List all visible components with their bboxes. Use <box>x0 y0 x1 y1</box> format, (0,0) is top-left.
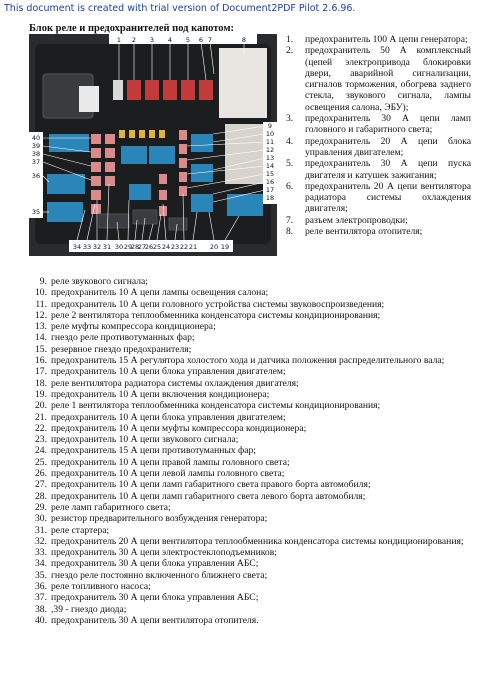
legend-item-number: 31. <box>35 524 47 536</box>
legend-item <box>29 592 471 603</box>
legend-item-number: 2. <box>286 45 294 57</box>
legend-item-number: 5. <box>286 158 294 170</box>
callout-number: 12 <box>265 146 275 154</box>
legend-item <box>29 423 471 434</box>
legend-item-number: 1. <box>286 34 294 45</box>
legend-item-number: 38. <box>35 603 47 615</box>
legend-item <box>29 434 471 445</box>
callout-number: 8 <box>241 36 247 44</box>
callout-number: 9 <box>267 122 273 130</box>
legend-item <box>29 321 471 332</box>
callout-number: 11 <box>265 138 275 146</box>
legend-item-text: предохранитель 10 А цепи звукового сигнала; <box>51 434 239 446</box>
callout-number: 7 <box>207 36 213 44</box>
legend-item-number: 16. <box>35 355 47 367</box>
legend-item-text: предохранитель 10 А цепи ламп габаритного света левого борта автомобиля; <box>51 490 366 502</box>
callout-number: 31 <box>102 243 112 251</box>
callout-number: 37 <box>31 158 41 166</box>
legend-item-number: 9. <box>39 276 47 287</box>
legend-item <box>283 215 471 226</box>
legend-item-text: реле 2 вентилятора теплообменника конденсатора системы кондиционирования; <box>51 309 381 321</box>
legend-item-text: предохранитель 30 А цепи блока управления АБС; <box>51 592 259 604</box>
legend-item-number: 29. <box>35 501 47 513</box>
legend-item-text: предохранитель 30 А цепи пуска двигателя и катушек зажигания; <box>305 158 471 181</box>
legend-item-text: реле 1 вентилятора теплообменника конденсатора системы кондиционирования; <box>51 400 381 412</box>
legend-item <box>29 615 471 626</box>
legend-item <box>29 502 471 513</box>
callout-number: 18 <box>265 194 275 202</box>
legend-item <box>29 276 471 287</box>
legend-item-number: 14. <box>35 332 47 344</box>
legend-item-number: 25. <box>35 456 47 468</box>
callout-number: 14 <box>265 162 275 170</box>
callout-number: 22 <box>179 243 189 251</box>
legend-item <box>29 558 471 569</box>
callout-number: 19 <box>220 243 230 251</box>
callout-number: 15 <box>265 170 275 178</box>
legend-item <box>29 355 471 366</box>
legend-item-text: предохранитель 30 А цепи электростеклоподъемников; <box>51 547 277 559</box>
legend-item-number: 37. <box>35 592 47 604</box>
legend-item-text: предохранитель 10 А цепи блока управления двигателем; <box>51 366 286 378</box>
legend-item <box>283 158 471 181</box>
legend-item-text: разъем электропроводки; <box>305 214 408 226</box>
legend-item-text: предохранитель 30 А цепи ламп головного и габаритного света; <box>305 113 471 136</box>
legend-item-number: 22. <box>35 422 47 434</box>
legend-item-number: 27. <box>35 479 47 491</box>
legend-item <box>29 457 471 468</box>
legend-item-number: 28. <box>35 490 47 502</box>
legend-item-text: реле муфты компрессора кондиционера; <box>51 321 216 333</box>
callout-number: 2 <box>131 36 137 44</box>
legend-item-text: гнездо реле постоянно включенного ближнего света; <box>51 569 268 581</box>
legend-item-text: предохранитель 10 А цепи муфты компрессора кондиционера; <box>51 422 307 434</box>
legend-item <box>29 604 471 615</box>
legend-item <box>29 287 471 298</box>
legend-item-text: предохранитель 30 А цепи вентилятора отопителя. <box>51 614 259 626</box>
legend-item-text: предохранитель 100 А цепи генератора; <box>305 34 468 45</box>
legend-item-text: предохранитель 30 А цепи блока управления АБС; <box>51 558 259 570</box>
legend-item-text: реле топливного насоса; <box>51 581 151 593</box>
callout-number: 34 <box>72 243 82 251</box>
fuse-box-illustration <box>29 34 277 256</box>
legend-item-text: предохранитель 20 А цепи вентилятора теплообменника конденсатора системы кондиционирования; <box>51 535 464 547</box>
legend-item-text: гнездо реле противотуманных фар; <box>51 332 195 344</box>
callout-number: 27 <box>137 243 147 251</box>
callout-number: 30 <box>114 243 124 251</box>
legend-item-number: 12. <box>35 309 47 321</box>
legend-item-number: 36. <box>35 581 47 593</box>
legend-item-number: 33. <box>35 547 47 559</box>
legend-item-text: предохранитель 10 А цепи блока управления двигателем; <box>51 411 286 423</box>
legend-item <box>29 299 471 310</box>
legend-item-text: предохранитель 20 А цепи вентилятора радиатора системы охлаждения двигателя; <box>305 180 471 215</box>
legend-item-number: 21. <box>35 411 47 423</box>
callout-number: 1 <box>116 36 122 44</box>
callout-number: 21 <box>188 243 198 251</box>
legend-item-number: 34. <box>35 558 47 570</box>
legend-item <box>29 491 471 502</box>
callout-number: 39 <box>31 142 41 150</box>
legend-item <box>29 344 471 355</box>
callout-number: 29 <box>123 243 133 251</box>
callout-number: 25 <box>152 243 162 251</box>
legend-item-number: 7. <box>286 214 294 226</box>
legend-item <box>29 525 471 536</box>
legend-item-number: 3. <box>286 113 294 125</box>
legend-item <box>283 181 471 215</box>
legend-item <box>29 400 471 411</box>
legend-item <box>283 45 471 113</box>
callout-number: 16 <box>265 178 275 186</box>
legend-item-text: реле звукового сигнала; <box>51 276 148 287</box>
legend-item <box>29 581 471 592</box>
callout-number: 13 <box>265 154 275 162</box>
legend-item-number: 10. <box>35 287 47 299</box>
legend-item-text: предохранитель 10 А цепи левой лампы головного света; <box>51 468 285 480</box>
callout-number: 26 <box>144 243 154 251</box>
legend-item-number: 30. <box>35 513 47 525</box>
callout-number: 28 <box>130 243 140 251</box>
legend-item-number: 4. <box>286 135 294 147</box>
legend-item-number: 6. <box>286 180 294 192</box>
legend-item-text: резервное гнездо предохранителя; <box>51 343 192 355</box>
legend-item-text: предохранитель 10 А цепи лампы освещения салона; <box>51 287 269 299</box>
callout-number: 17 <box>265 186 275 194</box>
legend-item-number: 8. <box>286 226 294 238</box>
legend-item-text: предохранитель 10 А цепи ламп габаритного света правого борта автомобиля; <box>51 479 371 491</box>
legend-item <box>283 136 471 159</box>
legend-item <box>29 332 471 343</box>
legend-list-top <box>283 34 471 237</box>
trial-watermark: This document is created with trial version of Document2PDF Pilot 2.6.96. <box>4 3 356 14</box>
legend-item-number: 40. <box>35 614 47 626</box>
legend-item-number: 35. <box>35 569 47 581</box>
fuse-box-photo <box>29 34 277 256</box>
legend-item <box>29 479 471 490</box>
callout-number: 24 <box>161 243 171 251</box>
callout-number: 20 <box>209 243 219 251</box>
callout-number: 6 <box>198 36 204 44</box>
legend-item-number: 13. <box>35 321 47 333</box>
legend-item-text: реле вентилятора отопителя; <box>305 226 423 238</box>
legend-item-text: предохранитель 50 А комплексный (цепей электропривода блокировки двери, аварийной сигнализации, сигналов торможения, обогрева заднего стекла, звукового сигнала, лампы освещения салона, ЭБУ); <box>305 45 471 113</box>
callout-number: 32 <box>92 243 102 251</box>
legend-item-number: 18. <box>35 377 47 389</box>
legend-item <box>283 113 471 136</box>
legend-item-text: предохранитель 10 А цепи правой лампы головного света; <box>51 456 290 468</box>
legend-item <box>29 536 471 547</box>
legend-item-text: предохранитель 10 А цепи головного устройства системы звуковоспроизведения; <box>51 298 385 310</box>
legend-item-text: резистор предварительного возбуждения генератора; <box>51 513 268 525</box>
legend-item <box>283 34 471 45</box>
callout-number: 5 <box>185 36 191 44</box>
section-heading: Блок реле и предохранителей под капотом: <box>29 23 234 34</box>
legend-item-number: 24. <box>35 445 47 457</box>
legend-item-text: предохранитель 10 А цепи включения кондиционера; <box>51 388 270 400</box>
legend-item-text: предохранитель 15 А цепи противотуманных фар; <box>51 445 256 457</box>
legend-item <box>29 513 471 524</box>
legend-item-number: 19. <box>35 388 47 400</box>
legend-item-number: 26. <box>35 468 47 480</box>
callout-number: 10 <box>265 130 275 138</box>
legend-item <box>29 570 471 581</box>
legend-item-number: 20. <box>35 400 47 412</box>
legend-item-text: предохранитель 15 А регулятора холостого хода и датчика положения распределительного вала; <box>51 355 445 367</box>
callout-number: 36 <box>31 172 41 180</box>
legend-item <box>29 468 471 479</box>
callout-number: 35 <box>31 208 41 216</box>
legend-item-number: 32. <box>35 535 47 547</box>
legend-item-text: реле вентилятора радиатора системы охлаждения двигателя; <box>51 377 299 389</box>
legend-item <box>29 445 471 456</box>
callout-number: 33 <box>82 243 92 251</box>
legend-item <box>29 412 471 423</box>
legend-item <box>29 378 471 389</box>
legend-item-number: 15. <box>35 343 47 355</box>
legend-item <box>29 547 471 558</box>
legend-item-number: 11. <box>35 298 47 310</box>
legend-item <box>29 310 471 321</box>
callout-number: 38 <box>31 150 41 158</box>
callout-number: 3 <box>149 36 155 44</box>
legend-item-number: 17. <box>35 366 47 378</box>
legend-item-text: реле ламп габаритного света; <box>51 501 171 513</box>
callout-number: 4 <box>167 36 173 44</box>
legend-item-number: 23. <box>35 434 47 446</box>
legend-list-bottom <box>29 276 471 626</box>
callout-number: 23 <box>170 243 180 251</box>
legend-item <box>283 226 471 237</box>
legend-item-text: предохранитель 20 А цепи блока управления двигателем; <box>305 135 471 158</box>
legend-item <box>29 366 471 377</box>
legend-item-text: реле стартера; <box>51 524 110 536</box>
legend-item-text: ,39 - гнездо диода; <box>51 603 127 615</box>
legend-item <box>29 389 471 400</box>
callout-number: 40 <box>31 134 41 142</box>
